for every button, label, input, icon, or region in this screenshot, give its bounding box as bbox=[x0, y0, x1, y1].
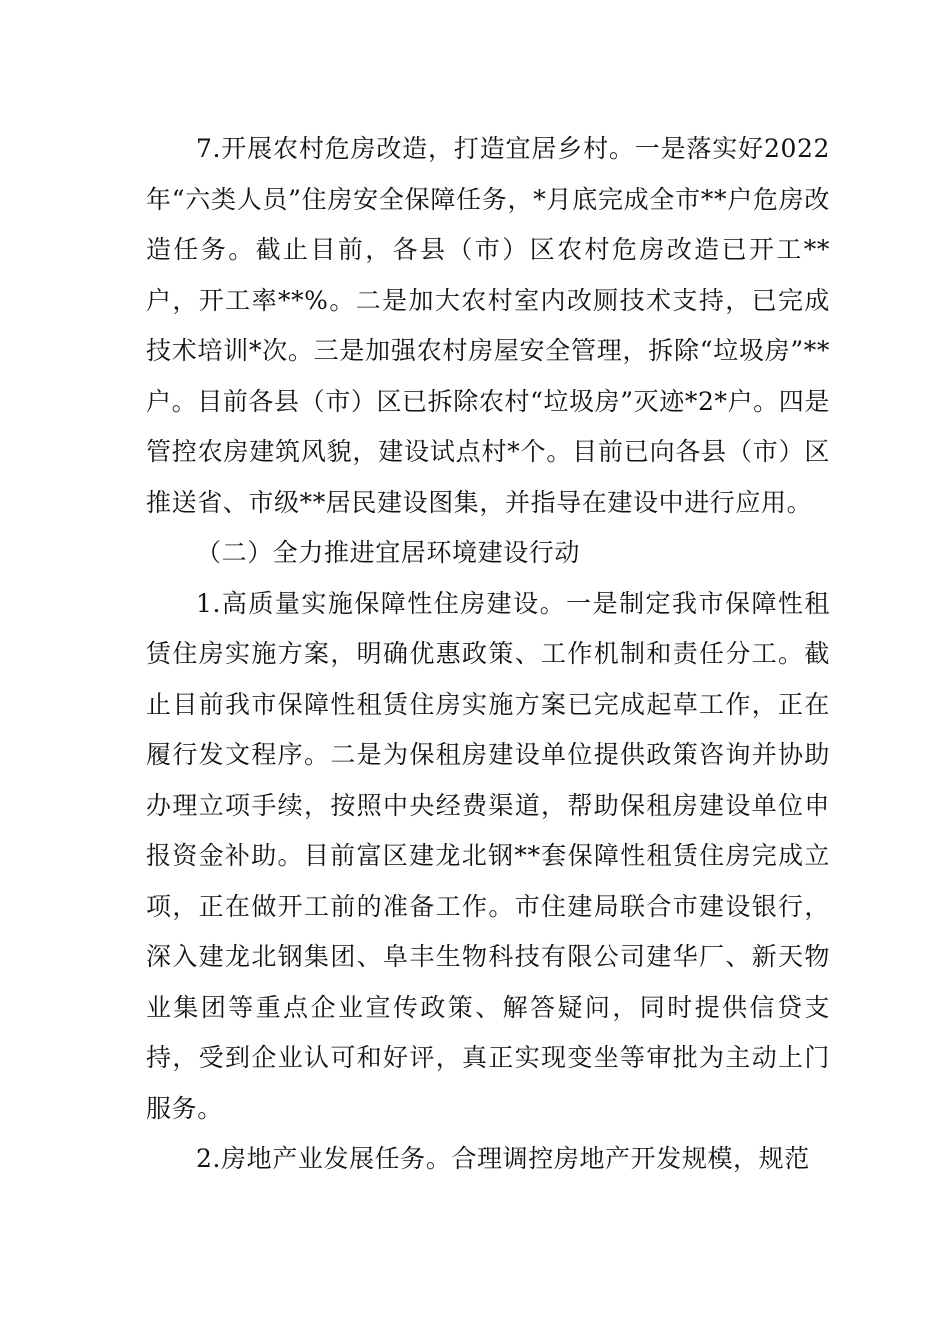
paragraph-real-estate-development: 2.房地产业发展任务。合理调控房地产开发规模，规范 bbox=[196, 1144, 810, 1173]
paragraph-rural-housing-renovation: 7.开展农村危房改造，打造宜居乡村。一是落实好2022年“六类人员”住房安全保障任务，*月底完成全市**户危房改造任务。截止目前，各县（市）区农村危房改造已开工**户，开工率**%。二是加大农村室内改厕技术支持，已完成技术培训*次。三是加强农村房屋安全管理，拆除“垃圾房”**户。目前各县（市）区已拆除农村“垃圾房”灭迹*2*户。四是管控农房建筑风貌，建设试点村*个。目前已向各县（市）区推送省、市级**居民建设图集，并指导在建设中进行应用。 bbox=[146, 134, 830, 517]
document-body bbox=[146, 124, 830, 1185]
paragraph-affordable-housing: 1.高质量实施保障性住房建设。一是制定我市保障性租赁住房实施方案，明确优惠政策、工作机制和责任分工。截止目前我市保障性租赁住房实施方案已完成起草工作，正在履行发文程序。二是为保租房建设单位提供政策咨询并协助办理立项手续，按照中央经费渠道，帮助保租房建设单位申报资金补助。目前富区建龙北钢**套保障性租赁住房完成立项，正在做开工前的准备工作。市住建局联合市建设银行，深入建龙北钢集团、阜丰生物科技有限公司建华厂、新天物业集团等重点企业宣传政策、解答疑问，同时提供信贷支持，受到企业认可和好评，真正实现变坐等审批为主动上门服务。 bbox=[146, 588, 830, 1123]
section-heading-livable-environment: （二）全力推进宜居环境建设行动 bbox=[196, 538, 581, 567]
